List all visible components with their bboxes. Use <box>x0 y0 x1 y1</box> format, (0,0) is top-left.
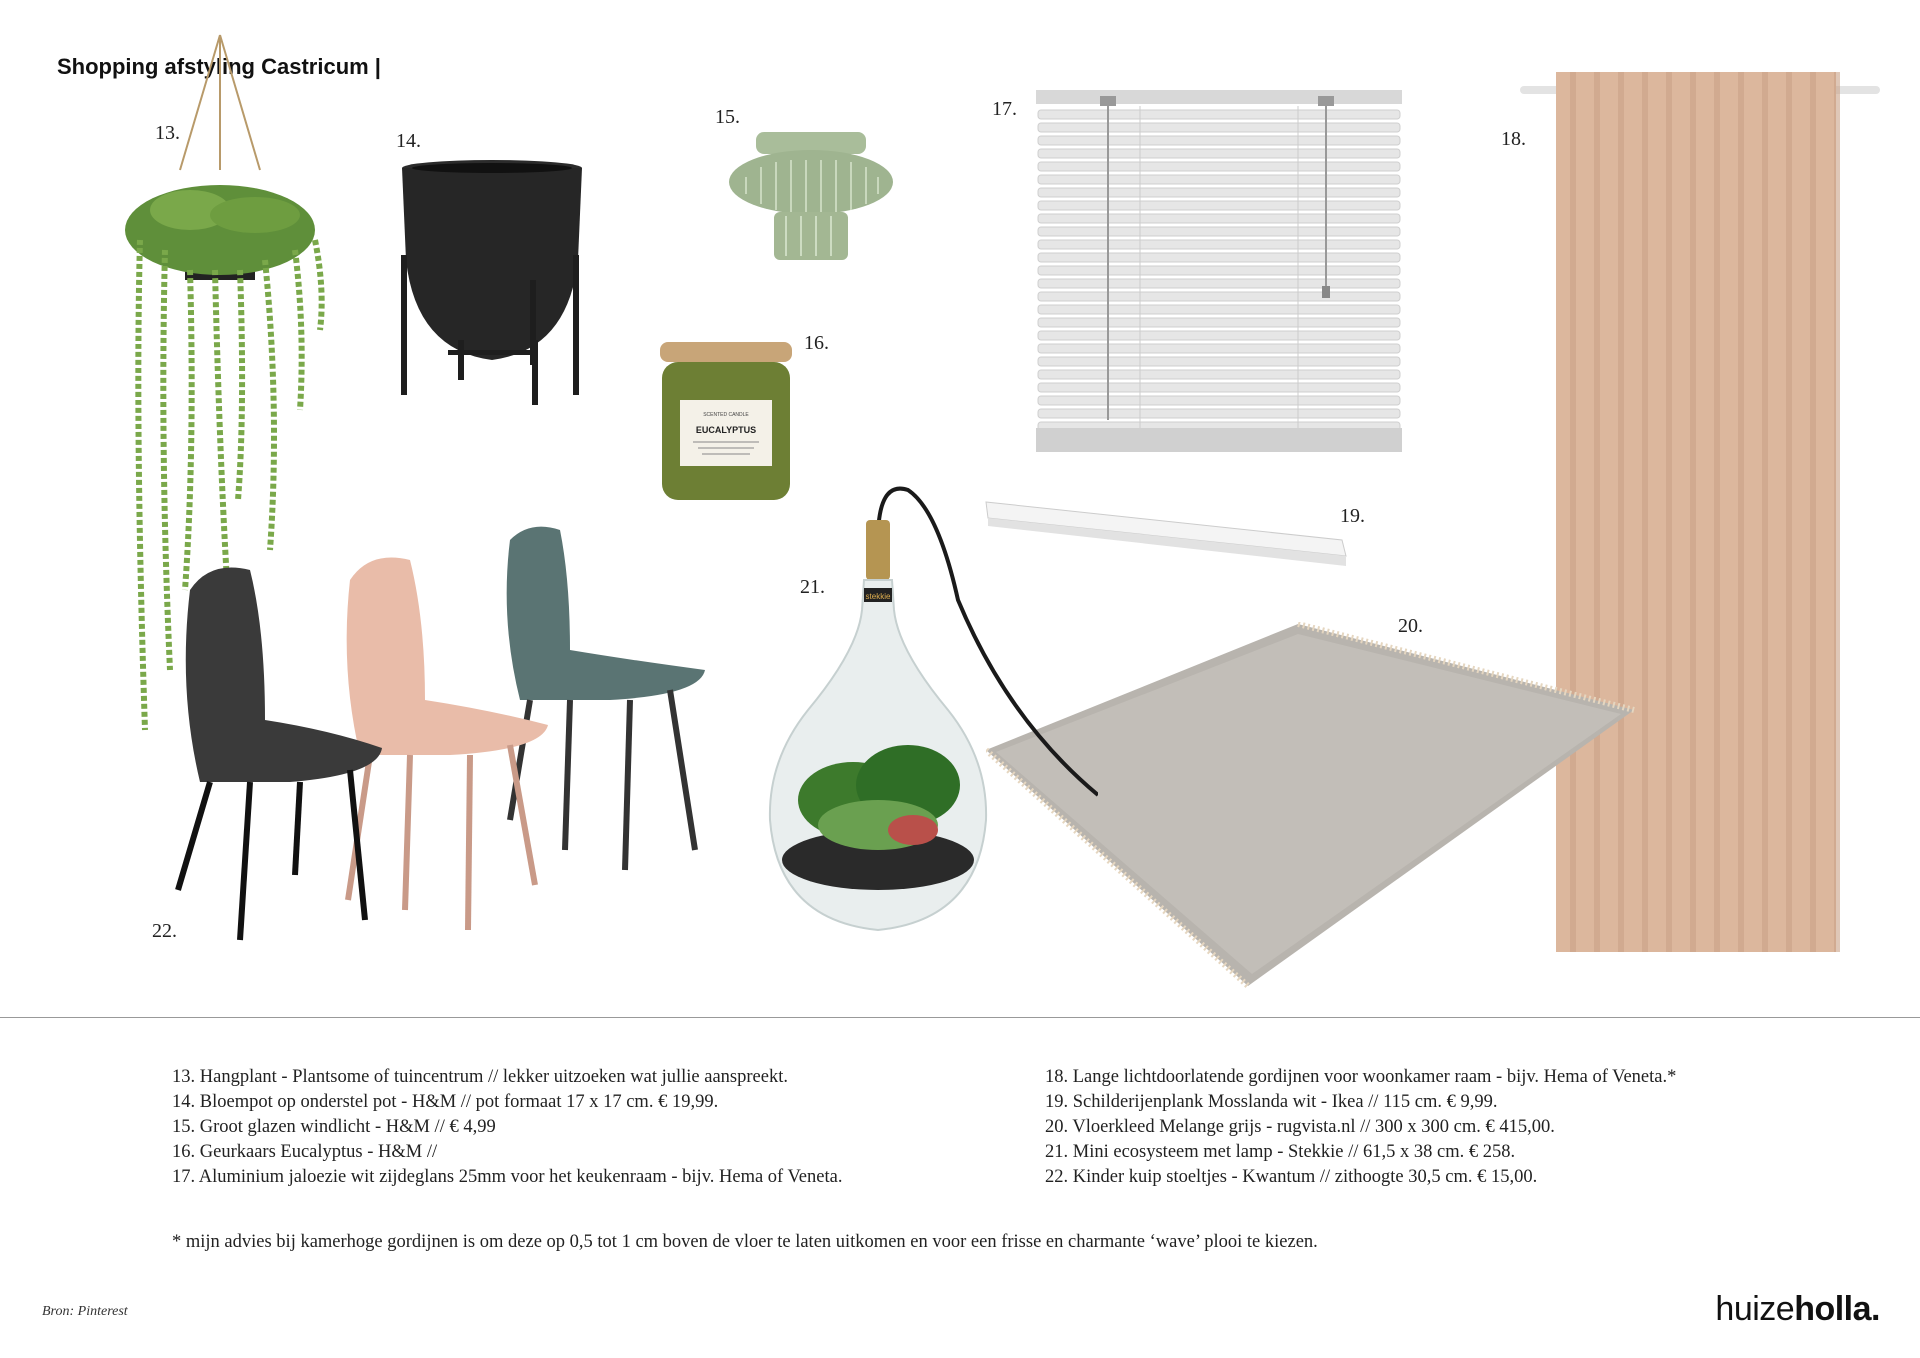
terrarium-lamp-image <box>758 480 1098 940</box>
label-19: 19. <box>1340 505 1365 527</box>
brand-logo <box>1715 1290 1880 1329</box>
source-credit: Bron: Pinterest <box>42 1304 128 1319</box>
label-17: 17. <box>992 98 1017 120</box>
brand-bold: holla. <box>1794 1290 1880 1328</box>
chairs-image <box>170 520 710 950</box>
list-item: 20. Vloerkleed Melange grijs - rugvista.nl // 300 x 300 cm. € 415,00. <box>1045 1117 1555 1137</box>
candle-name: EUCALYPTUS <box>695 425 757 435</box>
label-14: 14. <box>396 130 421 152</box>
candle-brand: SCENTED CANDLE <box>703 412 749 418</box>
aluminium-blinds-image <box>1036 90 1402 454</box>
brand-light: huize <box>1715 1290 1795 1328</box>
eucalyptus-candle-image <box>658 340 794 502</box>
lamp-brand: stekkie <box>865 592 891 601</box>
glass-windlight-image <box>726 132 896 262</box>
label-15: 15. <box>715 106 740 128</box>
label-16: 16. <box>804 332 829 354</box>
list-item: 22. Kinder kuip stoeltjes - Kwantum // zithoogte 30,5 cm. € 15,00. <box>1045 1167 1538 1187</box>
list-item: 16. Geurkaars Eucalyptus - H&M // <box>172 1142 438 1162</box>
list-item: 13. Hangplant - Plantsome of tuincentrum // lekker uitzoeken wat jullie aanspreekt. <box>172 1067 788 1087</box>
list-item: 15. Groot glazen windlicht - H&M // € 4,99 <box>172 1117 496 1137</box>
list-item: 18. Lange lichtdoorlatende gordijnen voor woonkamer raam - bijv. Hema of Veneta.* <box>1045 1067 1677 1087</box>
curtain-advice-note: * mijn advies bij kamerhoge gordijnen is om deze op 0,5 tot 1 cm boven de vloer te laten uitkomen en voor een frisse en charmante ‘wave’ plooi te kiezen. <box>172 1232 1318 1252</box>
label-20: 20. <box>1398 615 1423 637</box>
item-list-right <box>1045 1065 1676 1190</box>
label-13: 13. <box>155 122 180 144</box>
item-list-left <box>172 1065 842 1190</box>
label-21: 21. <box>800 576 825 598</box>
label-22: 22. <box>152 920 177 942</box>
label-18: 18. <box>1501 128 1526 150</box>
flower-pot-image <box>398 160 586 405</box>
list-item: 14. Bloempot op onderstel pot - H&M // pot formaat 17 x 17 cm. € 19,99. <box>172 1092 719 1112</box>
list-item: 19. Schilderijenplank Mosslanda wit - Ikea // 115 cm. € 9,99. <box>1045 1092 1498 1112</box>
list-item: 17. Aluminium jaloezie wit zijdeglans 25mm voor het keukenraam - bijv. Hema of Veneta. <box>172 1167 843 1187</box>
page-title: Shopping afstyling Castricum | <box>57 54 381 79</box>
divider-line <box>0 1017 1920 1018</box>
list-item: 21. Mini ecosysteem met lamp - Stekkie // 61,5 x 38 cm. € 258. <box>1045 1142 1516 1162</box>
